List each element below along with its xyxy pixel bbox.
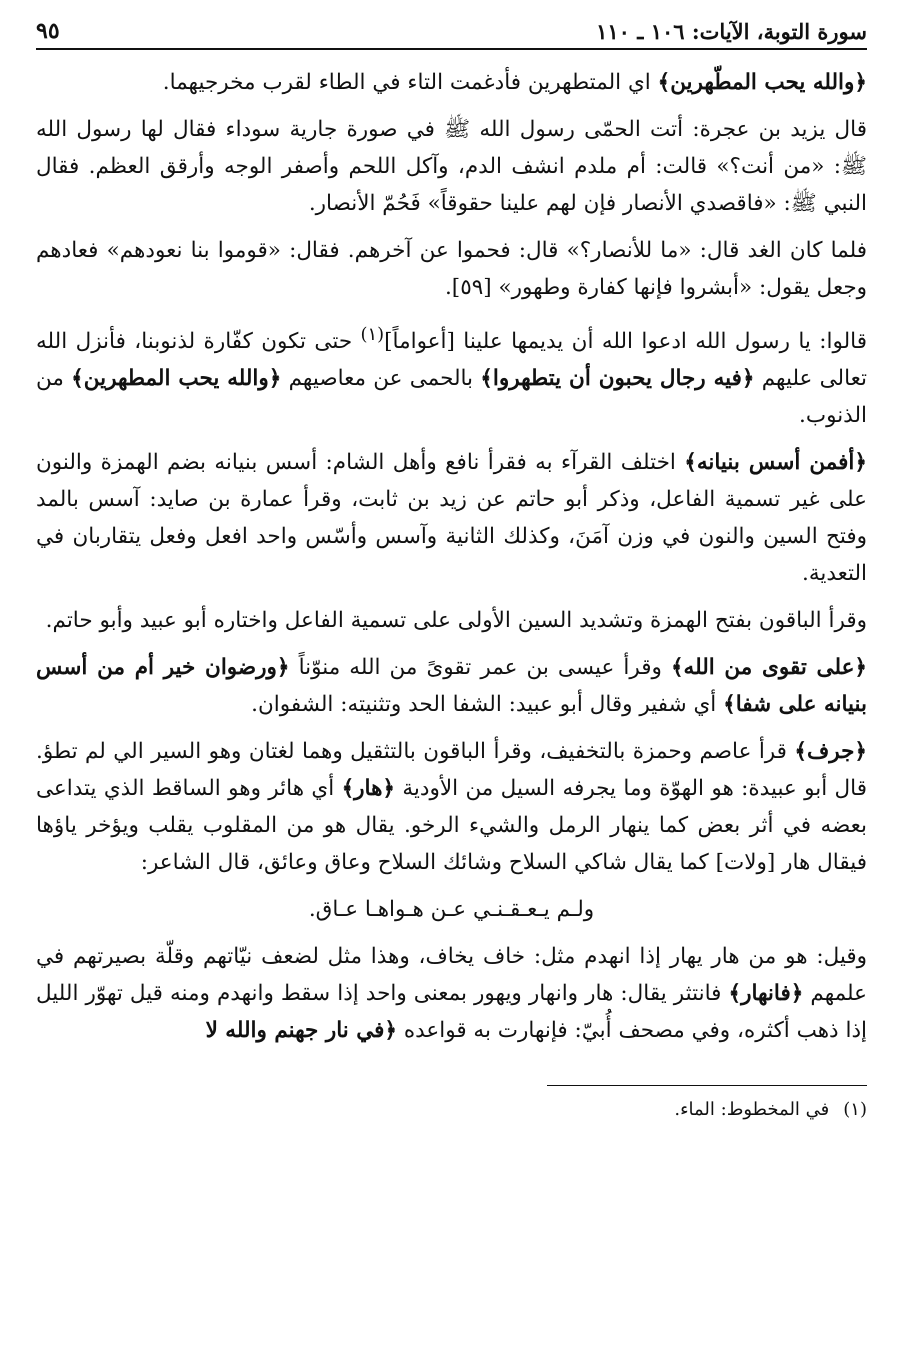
paragraph-text: قال يزيد بن عجرة: أتت الحمّى رسول الله ﷺ في صورة جارية سوداء فقال لها رسول الله ﷺ: «من أنت؟» قالت: أم ملدم انشف الدم، وآكل اللحم وأصفر الوجه وأرقق العظم. فقال النبي ﷺ: «فاقصدي الأنصار فإن لهم علينا حقوقاً» فَحُمّ الأنصار. — [36, 117, 867, 216]
paragraph-8 — [36, 733, 867, 881]
paragraph-3 — [36, 232, 867, 306]
paragraph-text: فانتثر يقال: هار وانهار ويهور بمعنى واحد إذا سقط وانهدم ومنه قيل تهوّر الليل إذا ذهب أكثره، وفي مصحف أُبيّ: فإنهارت به قواعده — [36, 981, 867, 1044]
page-header — [36, 14, 867, 50]
paragraph-7 — [36, 649, 867, 723]
paragraph-text: اي المتطهرين فأدغمت التاء في الطاء لقرب مخرجيهما. — [162, 70, 658, 95]
quran-quote: ﴿ورضوان خير أم من أسس بنيانه على شفا﴾ — [36, 655, 867, 718]
paragraph-text: وقرأ الباقون بفتح الهمزة وتشديد السين الأولى على تسمية الفاعل واختاره أبو عبيد وأبو حاتم. — [45, 608, 867, 634]
paragraph-text: أي شفير وقال أبو عبيد: الشفا الحد وتثنيته: الشفوان. — [251, 692, 724, 718]
paragraph-5 — [36, 444, 867, 592]
paragraph-text: قالوا: يا رسول الله ادعوا الله أن يديمها علينا [أعواماً] — [384, 329, 867, 355]
paragraph-text: قرأ عاصم وحمزة بالتخفيف، وقرأ الباقون بالتثقيل وهما لغتان وهو السير الي لم تطؤ. قال أبو عبيدة: هو الهوّة وما يجرفه السيل من الأودية — [36, 739, 867, 802]
paragraph-text: اختلف القرآء به فقرأ نافع وأهل الشام: أسس بنيانه بضم الهمزة والنون على غير تسمية الفاعل، وذكر أبو حاتم عن زيد بن ثابت، وقرأ عمارة بن صايد: آسس بالمد وفتح السين والنون في وزن آمَنَ، وكذلك الثانية وآسس وأسّس واحد افعل وفعل يتقاربان في التعدية. — [36, 450, 867, 587]
paragraph-text: أي هائر وهو الساقط الذي يتداعى بعضه في أثر بعض كما ينهار الرمل والشيء الرخو. يقال هو من المقلوب يقلب ويؤخر ياؤها فيقال هار [ولات] كما يقال شاكي السلاح وشائك السلاح وعاق وعائق، قال الشاعر: — [36, 776, 867, 876]
footnote-text: في المخطوط: الماء. — [674, 1099, 830, 1121]
quran-quote: ﴿على تقوى من الله﴾ — [670, 655, 867, 681]
poetry-verse: ولـم يـعـقـنـي عـن هـواهـا عـاق. — [308, 897, 595, 923]
footnote-divider — [547, 1085, 867, 1086]
page-number: ٩٥ — [36, 18, 60, 44]
quran-quote: ﴿فيه رجال يحبون أن يتطهروا﴾ — [480, 366, 755, 392]
paragraph-text: وقيل: هو من هار يهار إذا انهدم مثل: خاف يخاف، وهذا مثل لضعف نيّاتهم وقلّة بصيرتهم في علمهم — [36, 944, 867, 1007]
paragraph-6 — [36, 602, 867, 639]
quran-quote: ﴿جرف﴾ — [794, 739, 867, 765]
paragraph-text: فلما كان الغد قال: «ما للأنصار؟» قال: فحموا عن آخرهم. فقال: «قوموا بنا نعودهم» فعادهم وجعل يقول: «أبشروا فإنها كفارة وطهور» [٥٩]. — [36, 238, 867, 300]
footnote — [36, 1096, 867, 1124]
quran-quote: ﴿أفمن أسس بنيانه﴾ — [684, 450, 867, 476]
paragraph-2 — [36, 111, 867, 222]
paragraph-text: بالحمى عن معاصيهم — [281, 366, 481, 392]
quran-quote: ﴿والله يحب المطّهرين﴾ — [657, 70, 867, 95]
paragraph-text: حتى تكون كفّارة لذنوبنا، فأنزل الله تعالى عليهم — [36, 329, 868, 392]
running-title: سورة التوبة، الآيات: ١٠٦ ـ ١١٠ — [596, 18, 867, 44]
page-body — [36, 50, 867, 1124]
footnote-reference: (١) — [360, 324, 385, 345]
footnote-marker: (١) — [843, 1099, 867, 1121]
paragraph-4 — [36, 316, 867, 434]
paragraph-text: وقرأ عيسى بن عمر تقوىً من الله منوّناً — [289, 655, 671, 681]
paragraph-text: من الذنوب. — [36, 366, 867, 429]
paragraph-9 — [36, 938, 867, 1049]
paragraph-1 — [36, 64, 867, 101]
quran-quote: ﴿والله يحب المطهرين﴾ — [71, 366, 282, 392]
quran-quote: ﴿في نار جهنم والله لا — [205, 1018, 398, 1044]
page — [36, 14, 867, 1372]
quran-quote: ﴿فانهار﴾ — [728, 981, 804, 1007]
quran-quote: ﴿هار﴾ — [341, 776, 396, 802]
